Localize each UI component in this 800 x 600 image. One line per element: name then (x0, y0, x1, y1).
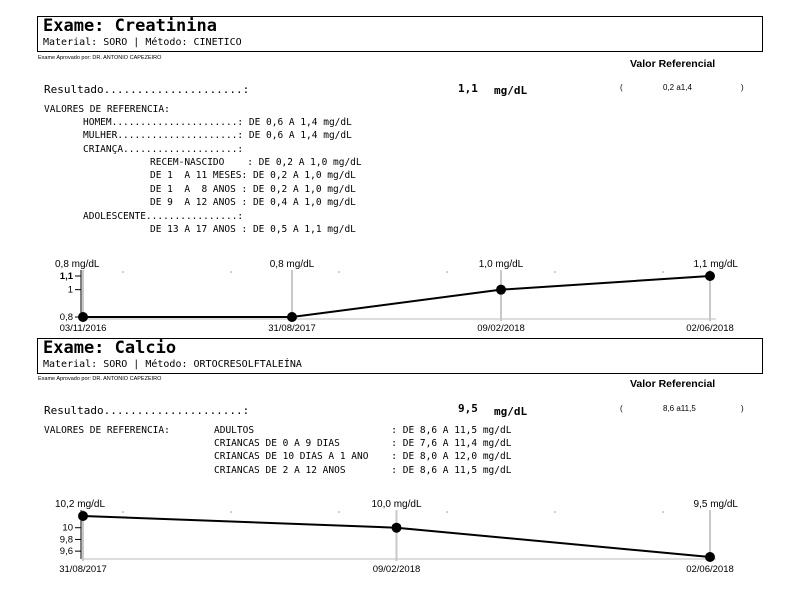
grid-dot (230, 511, 232, 513)
ref-line: CRIANCAS DE 0 A 9 DIAS : DE 7,6 A 11,4 mg/dL (214, 438, 512, 449)
approved-by: Exame Aprovado por: DR. ANTONIO CAPEZEIRO (38, 55, 162, 61)
ref-line: CRIANÇA....................: (83, 144, 244, 155)
ref-line: MULHER.....................: DE 0,6 A 1,4 mg/dL (83, 130, 352, 141)
x-tick-label: 31/08/2017 (268, 323, 316, 334)
ref-line: HOMEM......................: DE 0,6 A 1,4 mg/dL (83, 117, 352, 128)
ref-range: 0,2 a1,4 (663, 83, 692, 92)
exam-header-calcio (37, 338, 763, 374)
data-point (287, 312, 297, 322)
grid-dot (122, 511, 124, 513)
grid-dot (662, 511, 664, 513)
grid-dot (554, 511, 556, 513)
y-tick-label: 1,1 (59, 271, 73, 282)
y-tick-label: 9,8 (59, 534, 73, 546)
ref-header: Valor Referencial (630, 378, 716, 390)
data-label: 10,0 mg/dL (371, 499, 422, 510)
ref-line: ADULTOS : DE 8,6 A 11,5 mg/dL (214, 425, 512, 436)
data-point (78, 312, 88, 322)
series-line (83, 276, 710, 317)
x-tick-label: 31/08/2017 (59, 564, 107, 575)
ref-close-paren: ) (741, 83, 744, 92)
grid-dot (662, 271, 664, 273)
exam-header-creatinina (37, 16, 763, 52)
y-tick-label: 10 (62, 522, 73, 534)
y-tick-label: 9,6 (59, 546, 73, 558)
exam-subtitle: Material: SORO | Método: CINETICO (43, 37, 242, 48)
ref-open-paren: ( (620, 404, 623, 413)
data-label: 10,2 mg/dL (55, 499, 106, 510)
ref-line: DE 1 A 8 ANOS : DE 0,2 A 1,0 mg/dL (150, 184, 356, 195)
approved-by: Exame Aprovado por: DR. ANTONIO CAPEZEIRO (38, 376, 162, 382)
grid-dot (338, 511, 340, 513)
ref-close-paren: ) (741, 404, 744, 413)
result-value: 1,1 (458, 82, 478, 95)
data-label: 9,5 mg/dL (693, 499, 738, 510)
y-tick-label: 0,8 (59, 312, 73, 323)
y-tick-label: 1 (67, 284, 73, 296)
result-value: 9,5 (458, 402, 478, 415)
ref-line: DE 9 A 12 ANOS : DE 0,4 A 1,0 mg/dL (150, 197, 356, 208)
ref-open-paren: ( (620, 83, 623, 92)
result-label: Resultado.....................: (44, 83, 250, 96)
x-tick-label: 02/06/2018 (686, 564, 734, 575)
data-point (78, 511, 88, 521)
ref-values-title: VALORES DE REFERENCIA: (44, 104, 170, 115)
data-point (392, 523, 402, 533)
grid-dot (446, 511, 448, 513)
grid-dot (338, 271, 340, 273)
ref-line: ADOLESCENTE................: (83, 211, 244, 222)
grid-dot (554, 271, 556, 273)
data-point (496, 285, 506, 295)
ref-range: 8,6 a11,5 (663, 404, 696, 413)
creatinina-history-chart (0, 250, 800, 338)
ref-line: RECEM-NASCIDO : DE 0,2 A 1,0 mg/dL (150, 157, 362, 168)
x-tick-label: 09/02/2018 (372, 564, 421, 575)
grid-dot (230, 271, 232, 273)
grid-dot (446, 271, 448, 273)
data-label: 0,8 mg/dL (269, 259, 315, 270)
ref-line: CRIANCAS DE 10 DIAS A 1 ANO : DE 8,0 A 12,0 mg/dL (214, 451, 512, 462)
data-point (705, 552, 715, 562)
ref-values-title: VALORES DE REFERENCIA: (44, 425, 170, 436)
result-unit: mg/dL (494, 84, 528, 97)
result-unit: mg/dL (494, 405, 528, 418)
grid-dot (122, 271, 124, 273)
data-label: 1,1 mg/dL (693, 259, 738, 270)
x-tick-label: 09/02/2018 (477, 323, 525, 334)
x-tick-label: 02/06/2018 (686, 323, 734, 334)
exam-subtitle: Material: SORO | Método: ORTOCRESOLFTALEÍNA (43, 359, 302, 370)
calcio-history-chart (0, 490, 800, 580)
ref-line: DE 1 A 11 MESES: DE 0,2 A 1,0 mg/dL (150, 170, 356, 181)
exam-title: Exame: Creatinina (43, 16, 217, 36)
ref-line: CRIANCAS DE 2 A 12 ANOS : DE 8,6 A 11,5 mg/dL (214, 465, 512, 476)
data-point (705, 271, 715, 281)
exam-title: Exame: Calcio (43, 338, 177, 358)
ref-header: Valor Referencial (630, 58, 716, 70)
data-label: 0,8 mg/dL (55, 259, 100, 270)
x-tick-label: 03/11/2016 (59, 323, 107, 334)
result-label: Resultado.....................: (44, 404, 250, 417)
data-label: 1,0 mg/dL (478, 259, 524, 270)
ref-line: DE 13 A 17 ANOS : DE 0,5 A 1,1 mg/dL (150, 224, 356, 235)
